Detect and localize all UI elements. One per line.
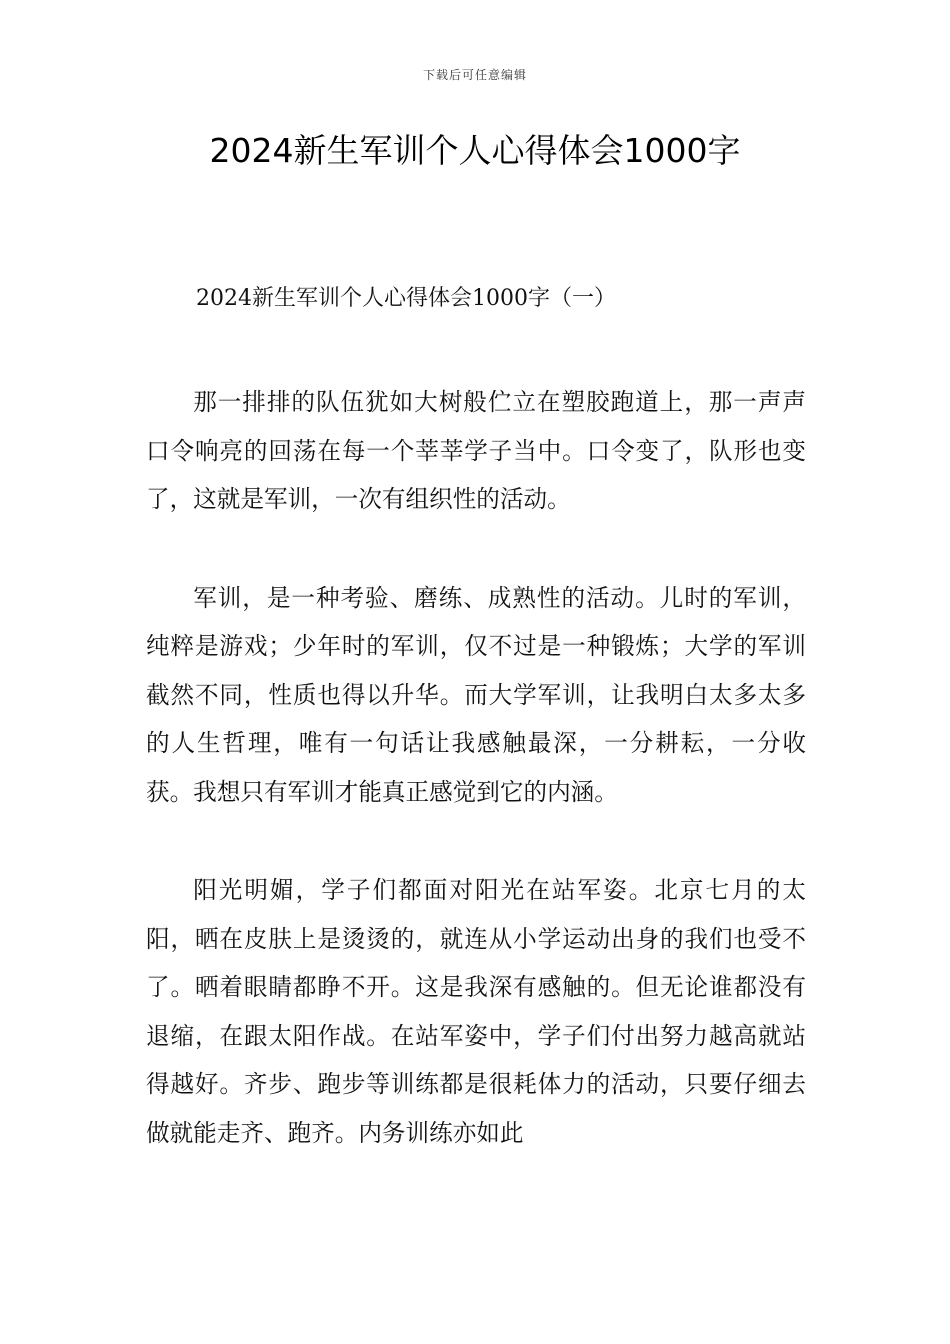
document-body [146,378,806,1207]
document-title: 2024新生军训个人心得体会1000字 [209,131,741,170]
header-note: 下载后可任意编辑 [422,68,527,82]
section-heading: 2024新生军训个人心得体会1000字（一） [196,286,616,311]
paragraph-3: 阳光明媚，学子们都面对阳光在站军姿。北京七月的太阳，晒在皮肤上是烫烫的，就连从小学运动出身的我们也受不了。晒着眼睛都睁不开。这是我深有感触的。但无论谁都没有退缩，在跟太阳作战。在站军姿中，学子们付出努力越高就站得越好。齐步、跑步等训练都是很耗体力的活动，只要仔细去做就能走齐、跑齐。内务训练亦如此 [146,876,806,1147]
paragraph-1: 那一排排的队伍犹如大树般伫立在塑胶跑道上，那一声声口令响亮的回荡在每一个莘莘学子当中。口令变了，队形也变了，这就是军训，一次有组织性的活动。 [146,388,806,513]
paragraph-2: 军训，是一种考验、磨练、成熟性的活动。儿时的军训，纯粹是游戏；少年时的军训，仅不过是一种锻炼；大学的军训截然不同，性质也得以升华。而大学军训，让我明白太多太多的人生哲理，唯有一句话让我感触最深，一分耕耘，一分收获。我想只有军训才能真正感觉到它的内涵。 [146,583,806,806]
